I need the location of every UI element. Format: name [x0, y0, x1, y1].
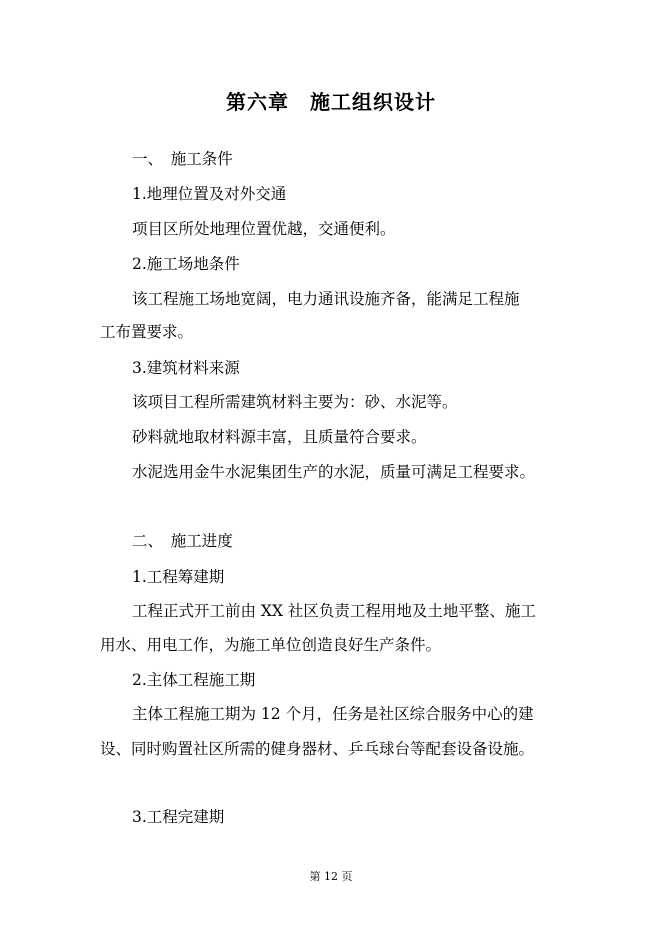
page-number: 第 12 页: [309, 870, 353, 883]
paragraph-line: 砂料就地取材料源丰富，且质量符合要求。: [132, 428, 427, 446]
paragraph-line: 主体工程施工期为 12 个月，任务是社区综合服务中心的建: [132, 705, 534, 723]
subheading: 3.建筑材料来源: [132, 359, 240, 377]
paragraph-line: 工布置要求。: [100, 323, 194, 341]
subheading: 1.工程筹建期: [132, 568, 225, 586]
section-heading: 一、 施工条件: [132, 150, 233, 168]
paragraph-line: 水泥选用金牛水泥集团生产的水泥，质量可满足工程要求。: [132, 463, 536, 481]
subheading: 1.地理位置及对外交通: [132, 185, 287, 203]
paragraph-line: 设、同时购置社区所需的健身器材、乒乓球台等配套设备设施。: [100, 740, 535, 758]
section-heading: 二、 施工进度: [132, 532, 233, 550]
paragraph-line: 项目区所处地理位置优越，交通便利。: [132, 220, 396, 238]
paragraph-line: 该项目工程所需建筑材料主要为：砂、水泥等。: [132, 393, 458, 411]
subheading: 3.工程完建期: [132, 808, 225, 826]
chapter-title: 第六章 施工组织设计: [226, 90, 436, 114]
paragraph-line: 该工程施工场地宽阔，电力通讯设施齐备，能满足工程施: [132, 290, 520, 308]
paragraph-line: 用水、用电工作，为施工单位创造良好生产条件。: [100, 636, 442, 654]
paragraph-line: 工程正式开工前由 XX 社区负责工程用地及土地平整、施工: [132, 602, 536, 620]
subheading: 2.施工场地条件: [132, 255, 240, 273]
subheading: 2.主体工程施工期: [132, 671, 256, 689]
